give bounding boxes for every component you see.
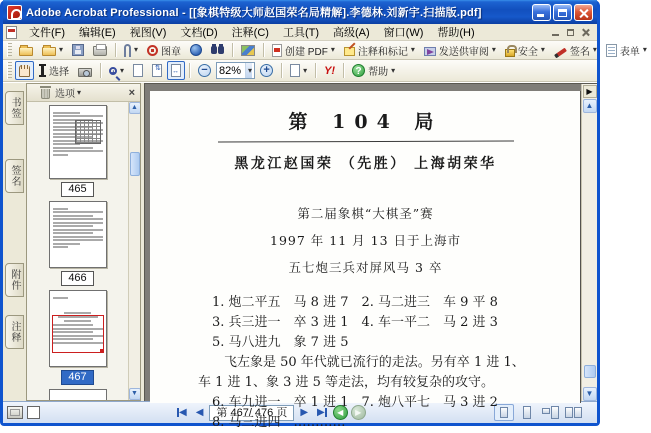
zoom-level-combo[interactable] (216, 62, 255, 79)
chevron-down-icon: ▾ (330, 45, 335, 54)
doc-minimize-icon[interactable] (551, 28, 560, 37)
pages-panel (26, 83, 140, 401)
move-line: 8. 马三进四 ………… (212, 415, 346, 430)
open-button[interactable] (15, 42, 37, 58)
date-line: 1997 年 11 月 13 日于上海市 (270, 233, 461, 248)
fit-width-button[interactable] (167, 61, 185, 80)
magnifier-icon: + (111, 67, 116, 77)
save-button[interactable] (68, 42, 88, 58)
chevron-down-icon: ▾ (77, 87, 82, 97)
help-button[interactable] (348, 61, 399, 80)
trash-icon[interactable] (41, 89, 50, 99)
file-toolbar (3, 41, 647, 60)
maximize-button[interactable] (553, 4, 572, 21)
note-pencil-icon (344, 47, 355, 56)
thumbnail-label-465[interactable]: 465 (61, 182, 93, 197)
thumbnail-page-467[interactable] (49, 290, 107, 366)
organizer-button[interactable] (38, 42, 67, 58)
chevron-down-icon: ▾ (391, 65, 396, 75)
previous-view-button[interactable]: ◀ (333, 405, 348, 420)
chevron-down-icon: ▾ (592, 45, 597, 54)
zoom-in-button[interactable] (256, 61, 277, 80)
ibeam-icon (41, 64, 44, 77)
close-button[interactable] (574, 4, 593, 21)
view-toolbar (3, 60, 597, 82)
chevron-down-icon: ▾ (120, 65, 125, 75)
scroll-up-icon[interactable]: ▲ (583, 99, 597, 113)
comment-markup-label: 注释和标记 (357, 46, 408, 58)
search-button[interactable] (207, 42, 228, 58)
options-menu-button[interactable] (55, 85, 81, 100)
move-line: 1. 炮二平五 马 8 进 7 2. 马二进三 车 9 平 8 (212, 295, 498, 310)
yahoo-search-button[interactable] (320, 61, 339, 80)
panel-scrollbar[interactable] (128, 102, 140, 400)
chevron-down-icon: ▾ (642, 45, 647, 54)
document-scrollbar[interactable] (581, 84, 597, 401)
send-review-label: 发送供审阅 (438, 46, 489, 58)
secure-label: 安全 (517, 46, 538, 58)
scroll-up-icon[interactable]: ▲ (129, 102, 141, 114)
thumbnail-label-467-selected[interactable]: 467 (61, 370, 93, 385)
chevron-down-icon: ▾ (134, 45, 139, 54)
minimize-button[interactable] (532, 4, 551, 21)
comment-markup-button[interactable] (340, 42, 419, 58)
menu-help[interactable]: 帮助(H) (437, 27, 475, 39)
next-view-button[interactable]: ▶ (351, 405, 366, 420)
menu-file[interactable]: 文件(F) (29, 27, 66, 39)
document-window-controls (551, 28, 594, 37)
menu-bar (3, 24, 597, 41)
thumbnail-page-466[interactable] (49, 201, 107, 268)
chevron-down-icon: ▾ (59, 45, 64, 54)
picture-icon (241, 45, 255, 56)
create-pdf-label: 创建 PDF (285, 46, 328, 58)
fit-height-icon: ⇅ (152, 64, 162, 77)
zoom-level-value: 82% (219, 64, 242, 77)
lock-icon (505, 49, 515, 57)
last-page-icon: ▶ (317, 407, 325, 418)
hand-tool-button[interactable] (15, 61, 34, 80)
comment-line: 车 1 进 1、象 3 进 5 等走法，均有较复杂的攻守。 (198, 375, 495, 390)
scroll-track[interactable] (583, 113, 597, 386)
camera-icon (78, 68, 92, 77)
scroll-down-icon[interactable]: ▼ (129, 388, 141, 400)
moves-block (150, 293, 581, 433)
toolbar-gripper[interactable] (7, 62, 12, 79)
pdf-document-icon (6, 26, 17, 39)
send-arrow-icon (424, 47, 436, 56)
fit-page-button[interactable] (148, 61, 166, 80)
page-view-button[interactable] (286, 61, 311, 80)
doc-close-icon[interactable] (581, 28, 590, 37)
globe-icon (190, 44, 202, 56)
zoom-out-button[interactable] (194, 61, 215, 80)
game-title: 第 104 局 (288, 111, 443, 133)
menu-advanced[interactable]: 高级(A) (333, 27, 370, 39)
select-tool-button[interactable] (35, 61, 73, 80)
create-pdf-button[interactable] (268, 42, 339, 58)
page-icon (133, 64, 143, 77)
window-title: Adobe Acrobat Professional - [[象棋特级大师赵国荣名局精解].李德林.刘新宇.扫描版.pdf] (26, 7, 482, 19)
move-line: 6. 车九进一 卒 1 进 1 7. 炮八平七 马 3 进 2 (212, 395, 498, 410)
sign-button[interactable] (550, 42, 601, 58)
pages-panel-header (27, 84, 140, 102)
thumbnail-label-466[interactable]: 466 (61, 271, 93, 286)
chessboard-diagram (75, 120, 101, 144)
chevron-down-icon: ▾ (540, 45, 545, 54)
forms-label: 表单 (619, 46, 640, 58)
pen-icon (554, 48, 567, 59)
panel-scroll-thumb[interactable] (130, 152, 140, 176)
page-icon (290, 64, 300, 77)
stamp-label: 图章 (161, 46, 182, 58)
fit-width-icon: ↔ (171, 64, 181, 77)
menu-document[interactable]: 文档(D) (180, 27, 218, 39)
secure-button[interactable] (501, 42, 549, 58)
zoom-tool-button[interactable] (105, 61, 128, 80)
pane-size-icon[interactable] (7, 406, 23, 419)
toolbar-gripper[interactable] (7, 43, 12, 57)
help-icon: ? (352, 64, 365, 77)
next-page-icon: ▶ (300, 407, 309, 418)
article-next-icon[interactable]: ▶ (583, 85, 597, 98)
scroll-down-icon[interactable]: ▼ (583, 387, 597, 401)
thumbnail-list (27, 102, 128, 400)
title-bar (3, 0, 597, 24)
attach-button[interactable] (120, 42, 142, 58)
page-size-icon[interactable] (27, 406, 40, 419)
page-view-box (52, 315, 104, 353)
snapshot-tool-button[interactable] (74, 61, 96, 80)
yahoo-icon: Y! (324, 64, 336, 77)
title-divider (217, 140, 513, 142)
menu-view[interactable]: 视图(V) (129, 27, 167, 39)
chevron-down-icon: ▾ (491, 45, 496, 54)
acrobat-logo-icon (7, 5, 22, 20)
options-label: 选项 (55, 89, 75, 100)
hand-icon (19, 65, 30, 77)
event-line: 第二届象棋“大棋圣”赛 (297, 206, 434, 221)
menu-edit[interactable]: 编辑(E) (79, 27, 116, 39)
tab-attachments[interactable]: 附件 (5, 263, 24, 297)
players-line: 黑龙江赵国荣 （先胜） 上海胡荣华 (234, 156, 497, 172)
forms-button[interactable] (602, 42, 651, 58)
stamp-seal-icon (147, 45, 158, 56)
print-button[interactable] (89, 42, 111, 58)
thumbnail-page-465[interactable] (49, 105, 107, 179)
document-scroll-thumb[interactable] (584, 365, 596, 378)
plus-icon: + (260, 64, 273, 77)
binoculars-icon (211, 46, 217, 54)
sign-label: 签名 (569, 46, 590, 58)
chevron-down-icon: ▾ (410, 45, 415, 54)
send-review-button[interactable] (420, 42, 500, 58)
minus-icon: − (198, 64, 211, 77)
first-page-icon: ◀ (179, 407, 187, 418)
stamp-button[interactable] (143, 42, 185, 58)
tab-bookmarks[interactable]: 书签 (5, 91, 24, 125)
actual-size-button[interactable] (129, 61, 147, 80)
tab-signatures[interactable]: 签名 (5, 159, 24, 193)
menu-tools[interactable]: 工具(T) (282, 27, 319, 39)
chevron-down-icon: ▾ (303, 65, 308, 75)
select-label: 选择 (49, 67, 69, 78)
thumbnail-page-468-partial[interactable] (49, 389, 107, 400)
web-search-button[interactable] (186, 42, 206, 58)
page-number-field[interactable]: 第 467/ 476 页 (209, 405, 294, 421)
help-label: 帮助 (368, 67, 389, 78)
close-panel-icon[interactable]: × (128, 86, 135, 99)
menu-comments[interactable]: 注释(C) (231, 27, 269, 39)
comment-line: 飞左象是 50 年代就已流行的走法。另有卒 1 进 1、 (224, 355, 525, 370)
move-line: 5. 马八进九 象 7 进 5 (212, 335, 349, 350)
prev-page-icon: ◀ (195, 407, 204, 418)
opening-line: 五七炮三兵对屏风马 3 卒 (288, 260, 443, 275)
menu-window[interactable]: 窗口(W) (383, 27, 424, 39)
picture-tasks-button[interactable] (237, 42, 259, 58)
doc-restore-icon[interactable] (566, 28, 575, 37)
move-line: 3. 兵三进一 卒 3 进 1 4. 车一平二 马 2 进 3 (212, 315, 498, 330)
pdf-page-icon (272, 44, 282, 57)
navigation-tab-strip (3, 83, 26, 401)
form-page-icon (606, 44, 617, 57)
chevron-down-icon: ▾ (245, 63, 252, 78)
tab-comments[interactable]: 注释 (5, 315, 24, 349)
